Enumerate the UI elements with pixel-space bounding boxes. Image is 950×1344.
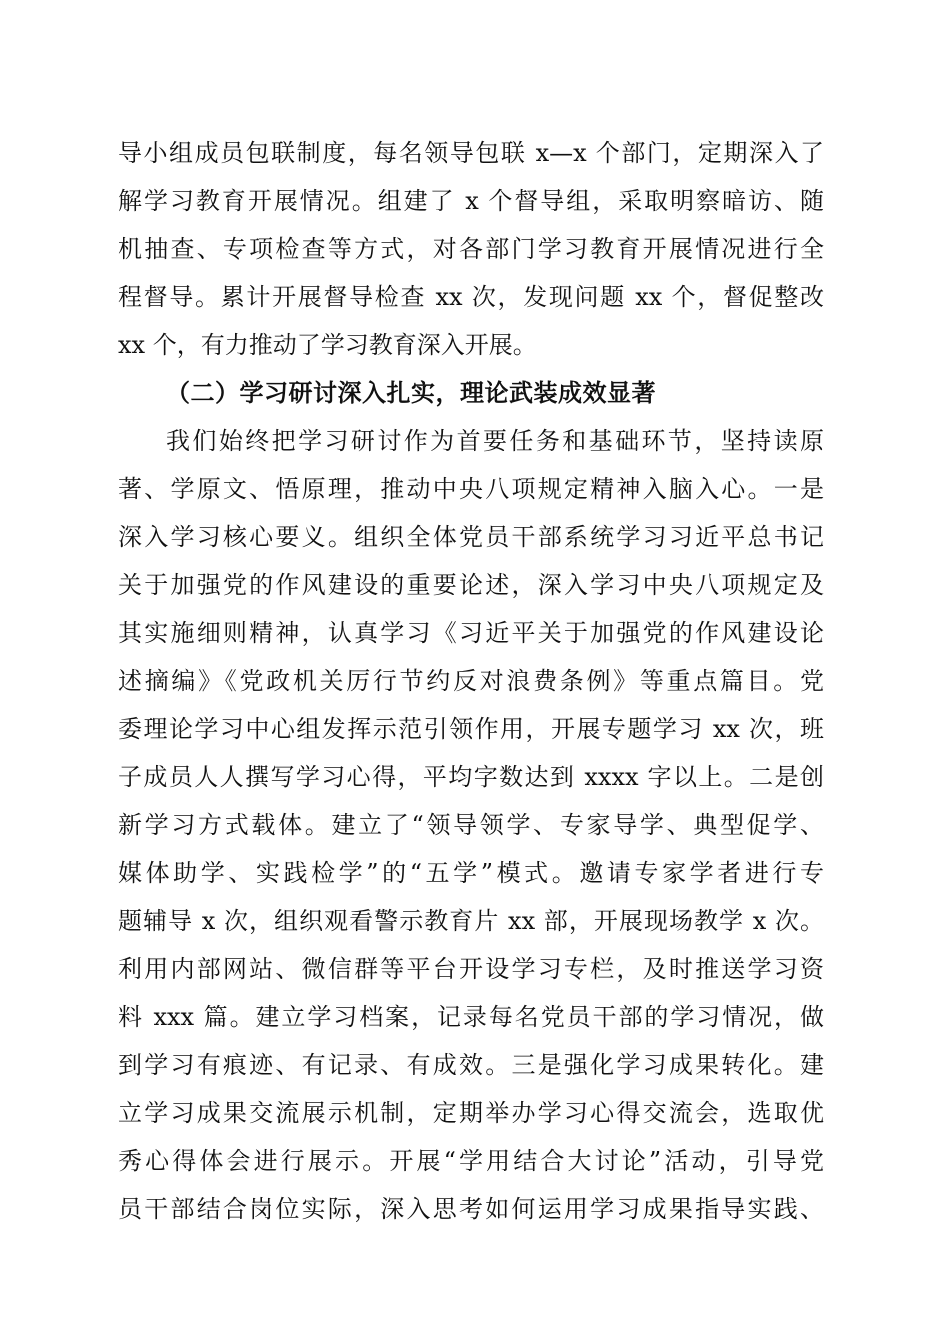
paragraph-line: 题辅导 x 次，组织观看警示教育片 xx 部，开展现场教学 x 次。 [118,907,824,935]
paragraph-line: 机抽查、专项检查等方式，对各部门学习教育开展情况进行全 [118,235,824,263]
paragraph-line: 解学习教育开展情况。组建了 x 个督导组，采取明察暗访、随 [118,187,824,215]
section-heading: （二）学习研讨深入扎实，理论武装成效显著 [166,378,656,407]
paragraph-line: 员干部结合岗位实际，深入思考如何运用学习成果指导实践、 [118,1195,824,1223]
paragraph-line: 我们始终把学习研讨作为首要任务和基础环节，坚持读原 [166,427,824,455]
paragraph-line: 媒体助学、实践检学”的“五学”模式。邀请专家学者进行专 [118,859,824,887]
paragraph-line: 深入学习核心要义。组织全体党员干部系统学习习近平总书记 [118,523,824,551]
paragraph-line: 委理论学习中心组发挥示范引领作用，开展专题学习 xx 次，班 [118,715,824,743]
paragraph-line: 利用内部网站、微信群等平台开设学习专栏，及时推送学习资 [118,955,824,983]
paragraph-line: 关于加强党的作风建设的重要论述，深入学习中央八项规定及 [118,571,824,599]
paragraph-line: 子成员人人撰写学习心得，平均字数达到 xxxx 字以上。二是创 [118,763,824,791]
paragraph-line: 著、学原文、悟原理，推动中央八项规定精神入脑入心。一是 [118,475,824,503]
paragraph-line: 其实施细则精神，认真学习《习近平关于加强党的作风建设论 [118,619,824,647]
paragraph-line: 立学习成果交流展示机制，定期举办学习心得交流会，选取优 [118,1099,824,1127]
paragraph-line: 新学习方式载体。建立了“领导领学、专家导学、典型促学、 [118,811,824,839]
paragraph-line: 述摘编》《党政机关厉行节约反对浪费条例》等重点篇目。党 [118,667,824,695]
paragraph-line: 料 xxx 篇。建立学习档案，记录每名党员干部的学习情况，做 [118,1003,824,1031]
paragraph-line: 到学习有痕迹、有记录、有成效。三是强化学习成果转化。建 [118,1051,824,1079]
paragraph-line: xx 个，有力推动了学习教育深入开展。 [118,331,537,359]
paragraph-line: 导小组成员包联制度，每名领导包联 x—x 个部门，定期深入了 [118,139,824,167]
paragraph-line: 秀心得体会进行展示。开展“学用结合大讨论”活动，引导党 [118,1147,824,1175]
paragraph-line: 程督导。累计开展督导检查 xx 次，发现问题 xx 个，督促整改 [118,283,824,311]
